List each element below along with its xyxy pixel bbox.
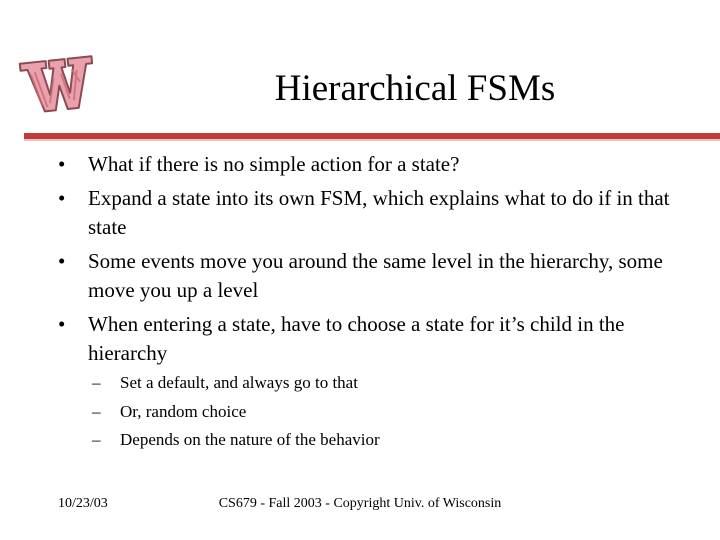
title-divider (24, 133, 720, 139)
bullet-dot-icon: • (58, 152, 66, 176)
bullet-dot-icon: • (58, 312, 66, 336)
sub-bullet-item (92, 429, 692, 451)
bullet-dot-icon: • (58, 186, 66, 210)
bullet-item (56, 184, 696, 242)
sub-bullet-item (92, 401, 692, 423)
dash-icon: – (92, 373, 101, 392)
bullet-text: When entering a state, have to choose a state for it’s child in the hierarchy (88, 312, 625, 365)
dash-icon: – (92, 430, 101, 449)
bullet-dot-icon: • (58, 249, 66, 273)
wisconsin-w-logo-icon (18, 44, 96, 122)
bullet-item (56, 310, 696, 368)
slide-title: Hierarchical FSMs (274, 68, 556, 109)
sub-bullet-list (92, 372, 692, 458)
sub-bullet-text: Set a default, and always go to that (120, 373, 358, 392)
sub-bullet-text: Depends on the nature of the behavior (120, 430, 380, 449)
bullet-item (56, 150, 696, 179)
footer-copyright: CS679 - Fall 2003 - Copyright Univ. of Wisconsin (218, 496, 502, 511)
sub-bullet-item (92, 372, 692, 394)
bullet-text: Expand a state into its own FSM, which explains what to do if in that state (88, 186, 670, 239)
footer-date: 10/23/03 (58, 496, 108, 511)
bullet-text: Some events move you around the same level in the hierarchy, some move you up a level (88, 249, 663, 302)
bullet-list (56, 150, 696, 373)
sub-bullet-text: Or, random choice (120, 401, 247, 421)
bullet-item (56, 247, 696, 305)
dash-icon: – (92, 401, 101, 421)
bullet-text: What if there is no simple action for a state? (88, 152, 460, 176)
